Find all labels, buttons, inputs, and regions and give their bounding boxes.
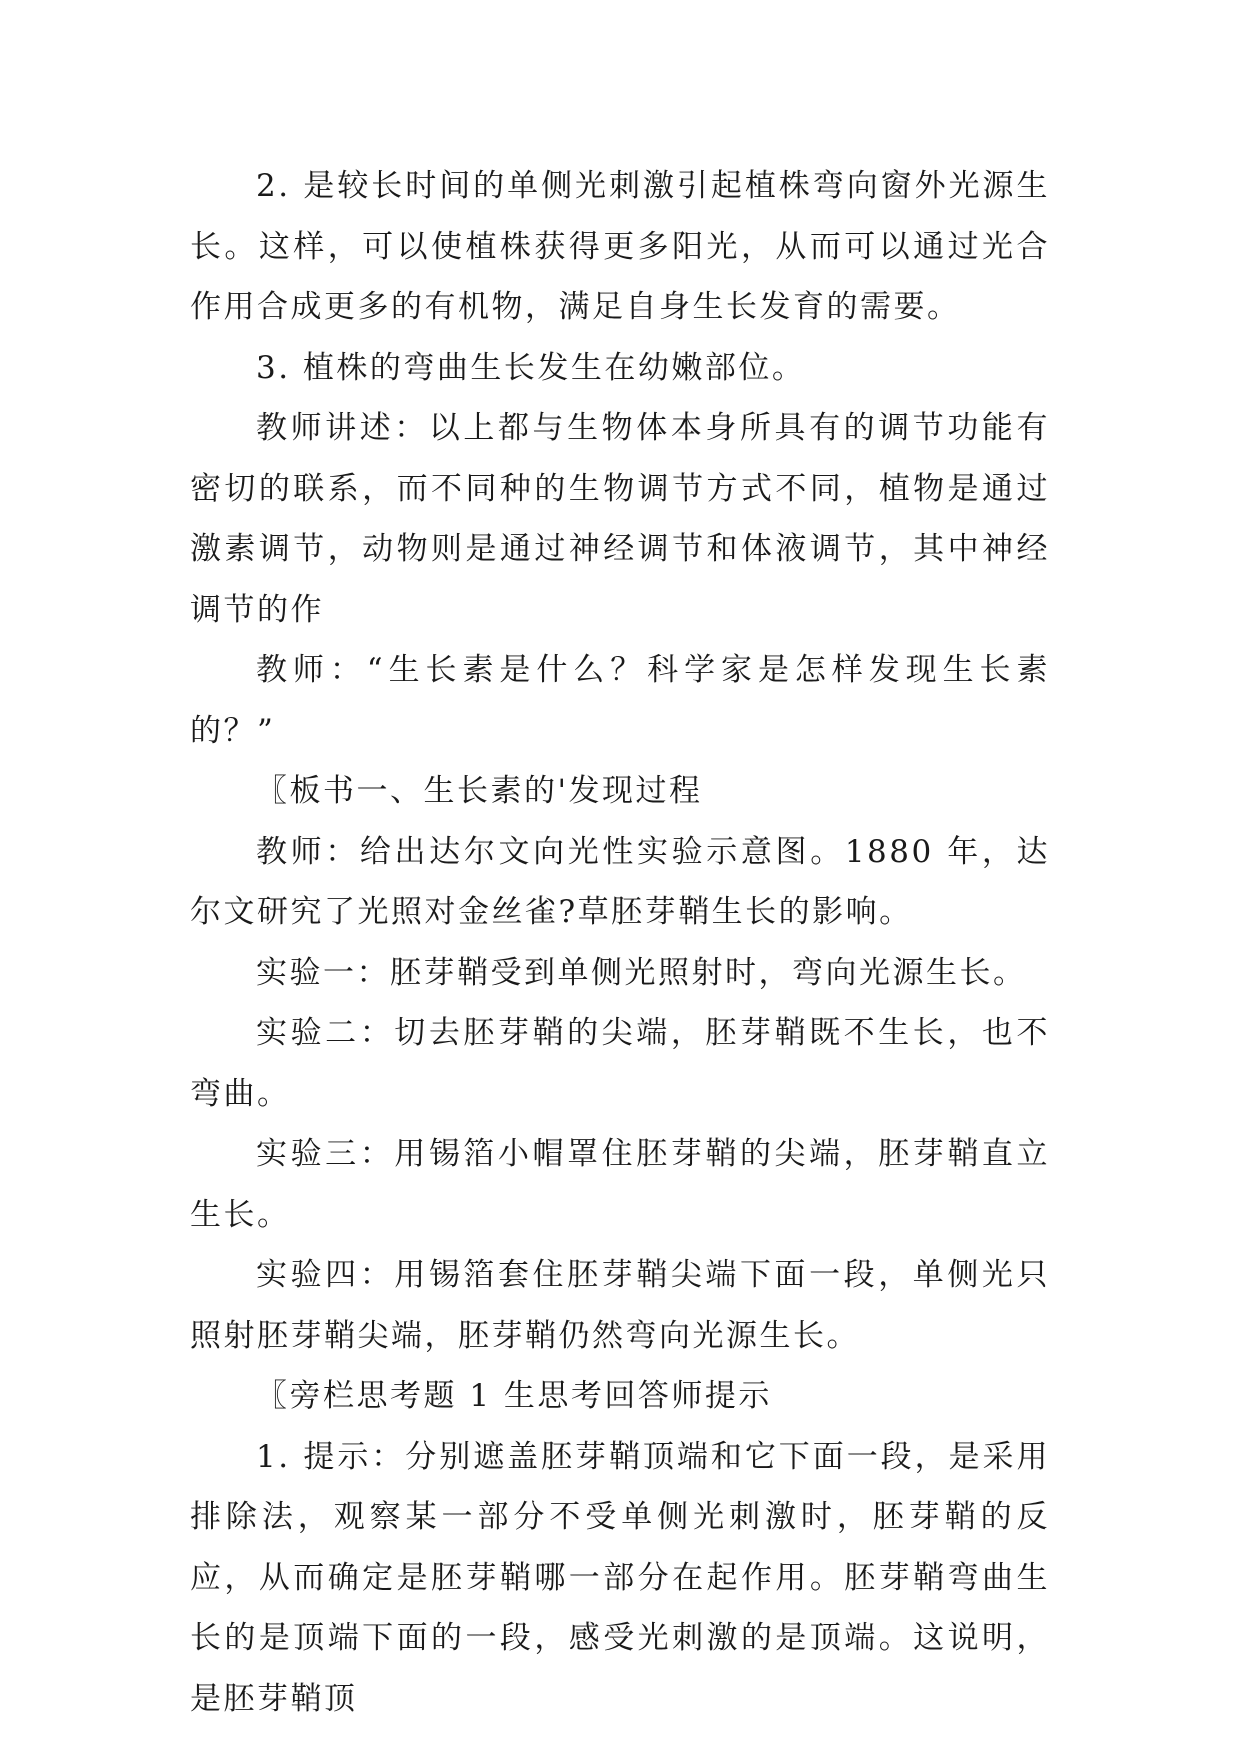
paragraph-experiment-4: 实验四：用锡箔套住胚芽鞘尖端下面一段，单侧光只照射胚芽鞘尖端，胚芽鞘仍然弯向光源生长。: [190, 1257, 1050, 1354]
paragraph-darwin-intro: 教师：给出达尔文向光性实验示意图。1880 年，达尔文研究了光照对金丝雀?草胚芽鞘生长的影响。: [190, 833, 1050, 930]
paragraph-sidebar-question: 〖旁栏思考题 1 生思考回答师提示: [256, 1378, 772, 1414]
paragraph-board-heading: 〖板书一、生长素的'发现过程: [256, 773, 703, 809]
paragraph-point-2: 2. 是较长时间的单侧光刺激引起植株弯向窗外光源生长。这样，可以使植株获得更多阳光，从而可以通过光合作用合成更多的有机物，满足自身生长发育的需要。: [190, 168, 1050, 325]
paragraph-point-3: 3. 植株的弯曲生长发生在幼嫩部位。: [256, 349, 806, 386]
paragraph-teacher-question: 教师：“生长素是什么？科学家是怎样发现生长素的？”: [190, 652, 1050, 749]
paragraph-experiment-2: 实验二：切去胚芽鞘的尖端，胚芽鞘既不生长，也不弯曲。: [190, 1015, 1050, 1112]
paragraph-experiment-3: 实验三：用锡箔小帽罩住胚芽鞘的尖端，胚芽鞘直立生长。: [190, 1136, 1050, 1233]
paragraph-teacher-narration: 教师讲述：以上都与生物体本身所具有的调节功能有密切的联系，而不同种的生物调节方式不同，植物是通过激素调节，动物则是通过神经调节和体液调节，其中神经调节的作: [190, 410, 1050, 628]
paragraph-experiment-1: 实验一：胚芽鞘受到单侧光照射时，弯向光源生长。: [256, 954, 1027, 991]
document-body: [190, 156, 1050, 1729]
paragraph-hint-1: 1. 提示：分别遮盖胚芽鞘顶端和它下面一段，是采用排除法，观察某一部分不受单侧光刺激时，胚芽鞘的反应，从而确定是胚芽鞘哪一部分在起作用。胚芽鞘弯曲生长的是顶端下面的一段，感受光刺激的是顶端。这说明，是胚芽鞘顶: [190, 1438, 1050, 1717]
